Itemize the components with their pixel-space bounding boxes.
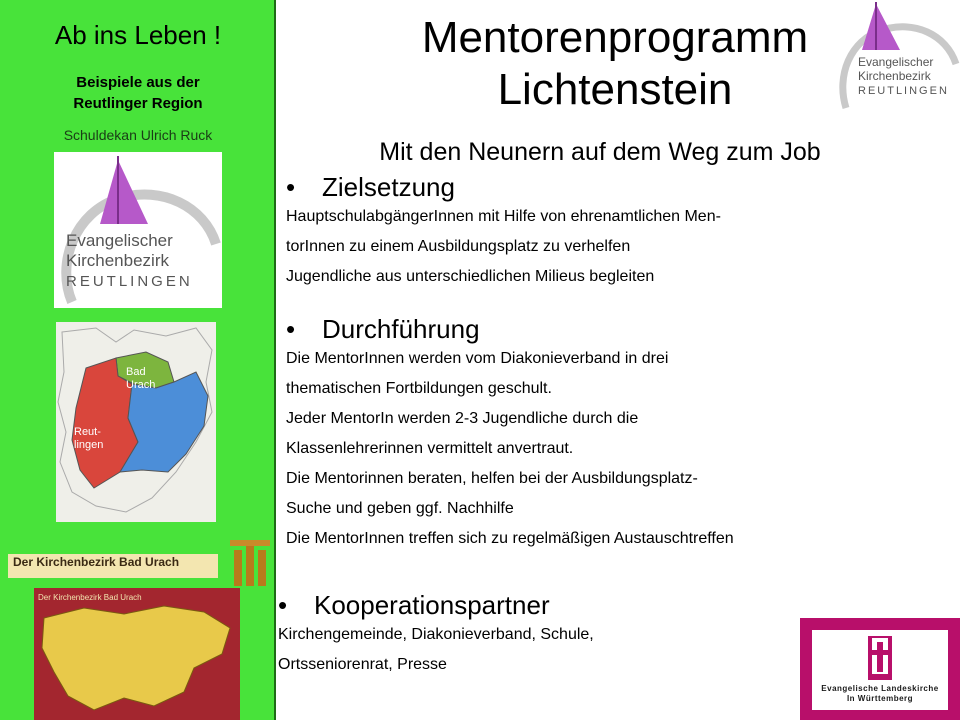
page-title-line: Mentorenprogramm	[421, 13, 809, 62]
section-line: Ortsseniorenrat, Presse	[278, 656, 447, 673]
section-line: Jugendliche aus unterschiedlichen Milieus begleiten	[286, 268, 655, 285]
section-heading-text: Zielsetzung	[322, 172, 455, 202]
district-map-graphic	[56, 322, 216, 522]
logo-text: Kirchenbezirk	[858, 69, 931, 83]
section-heading	[286, 314, 926, 344]
bullet-icon: •	[278, 590, 288, 620]
logo-text: REUTLINGEN	[858, 85, 949, 97]
section-line: Die MentorInnen werden vom Diakonieverband in drei	[286, 350, 669, 367]
bullet-icon: •	[286, 314, 296, 344]
logo-text: REUTLINGEN	[66, 273, 193, 290]
bad-urach-map	[34, 588, 240, 720]
landeskirche-line: In Württemberg	[846, 694, 914, 703]
section-line: Die Mentorinnen beraten, helfen bei der Ausbildungsplatz-	[286, 470, 698, 487]
kirchenbezirk-logo-icon	[836, 0, 960, 112]
map-label-bad-urach: Bad Urach	[126, 366, 156, 391]
section-zielsetzung	[286, 172, 926, 292]
section-line: HauptschulabgängerInnen mit Hilfe von ehrenamtlichen Men-	[286, 208, 721, 225]
section-heading	[286, 172, 926, 202]
section-durchfuehrung	[286, 314, 926, 554]
kirchenbezirk-logo	[54, 152, 222, 308]
bullet-icon: •	[286, 172, 296, 202]
page-title-line: Lichtenstein	[497, 65, 733, 114]
sidebar-subtitle-line: Beispiele aus der	[76, 74, 200, 91]
district-map	[56, 322, 216, 522]
logo-text: Evangelischer	[858, 55, 934, 69]
section-heading-text: Kooperationspartner	[314, 590, 550, 620]
sidebar	[0, 0, 276, 720]
section-line: Die MentorInnen treffen sich zu regelmäßigen Austauschtreffen	[286, 530, 734, 547]
map-title: Der Kirchenbezirk Bad Urach	[38, 593, 142, 602]
section-line: Kirchengemeinde, Diakonieverband, Schule,	[278, 626, 594, 643]
sidebar-subtitle	[0, 72, 276, 114]
section-line: Klassenlehrerinnen vermittelt anvertraut.	[286, 440, 574, 457]
landeskirche-text	[812, 684, 948, 704]
cross-icon	[812, 630, 948, 686]
section-line: torInnen zu einem Ausbildungsplatz zu verhelfen	[286, 238, 631, 255]
section-line: thematischen Fortbildungen geschult.	[286, 380, 552, 397]
landeskirche-logo-inner	[812, 630, 948, 710]
section-line: Suche und geben ggf. Nachhilfe	[286, 500, 514, 517]
sidebar-title: Ab ins Leben !	[54, 20, 222, 50]
logo-text: Evangelischer	[66, 231, 173, 250]
map-label-reutlingen: Reut- lingen	[74, 426, 104, 451]
section-heading	[278, 590, 918, 620]
sidebar-subtitle-line: Reutlinger Region	[73, 95, 203, 112]
sidebar-author: Schuldekan Ulrich Ruck	[63, 127, 213, 143]
banner-text: Der Kirchenbezirk Bad Urach	[13, 555, 180, 569]
kirchenbezirk-logo-icon	[54, 152, 222, 308]
logo-text: Kirchenbezirk	[66, 251, 169, 270]
landeskirche-logo	[800, 618, 960, 720]
page-subtitle: Mit den Neunern auf dem Weg zum Job	[379, 138, 821, 166]
bad-urach-map-graphic	[34, 588, 240, 720]
kirchenbezirk-banner	[8, 540, 270, 592]
kirchenbezirk-logo-top	[836, 0, 960, 112]
landeskirche-line: Evangelische Landeskirche	[821, 684, 939, 693]
section-heading-text: Durchführung	[322, 314, 480, 344]
section-line: Jeder MentorIn werden 2-3 Jugendliche durch die	[286, 410, 639, 427]
